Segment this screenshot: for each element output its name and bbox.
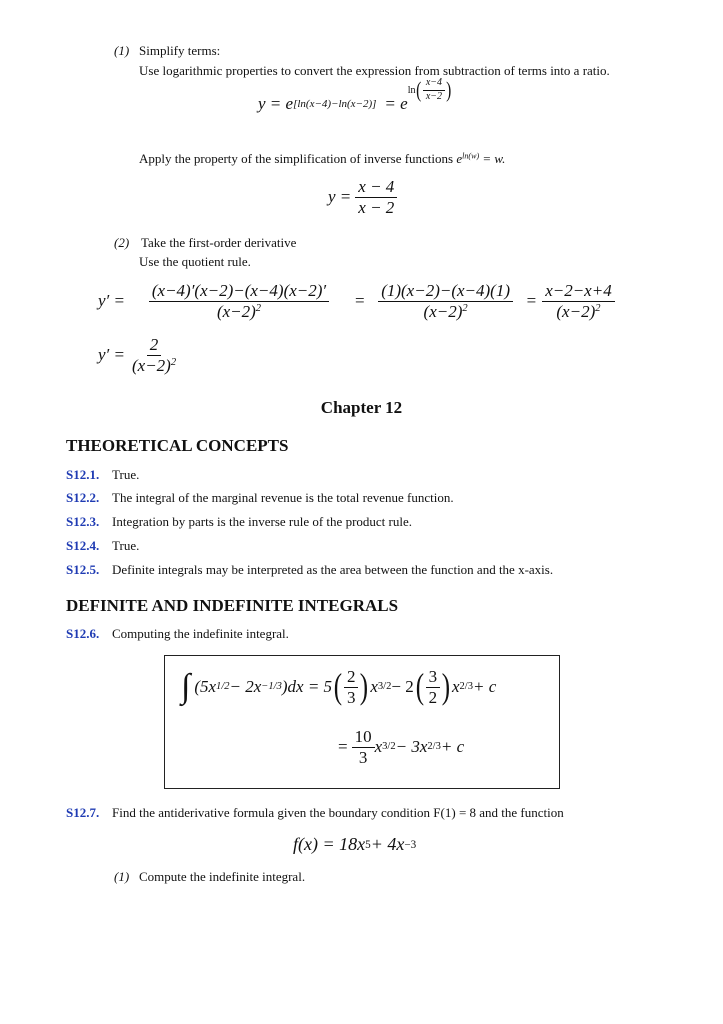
step1-equation-1: y = e [ln(x−4)−ln(x−2)] = e ln ( $\frac{x-4}{x-2}$ ) bbox=[258, 77, 452, 113]
integral-line-2: = $\frac{10}{3}$ x 3/2 − 3x 2/3 + c bbox=[338, 727, 465, 767]
list-item-text: Find the antiderivative formula given the boundary condition F(1) = 8 and the function bbox=[112, 805, 564, 820]
eq-ln-fraction: $\frac{x-4}{x-2}$ bbox=[423, 78, 445, 102]
fraction-3-2: $\frac{3}{2}$ bbox=[426, 668, 441, 707]
eq-ln-exponent: ln ( $\frac{x-4}{x-2}$ ) bbox=[407, 77, 452, 102]
list-item: S12.5. bbox=[66, 562, 100, 577]
property-text: Apply the property of the simplification of inverse functions $e^{ln(w)} = w$. bbox=[139, 151, 506, 166]
step2-number: (2) bbox=[114, 235, 130, 250]
integral-icon: ∫ bbox=[181, 668, 191, 706]
list-item-text: Definite integrals may be interpreted as the area between the function and the x-axis. bbox=[112, 562, 554, 577]
fraction-2-3: $\frac{2}{3}$ bbox=[344, 668, 359, 707]
section-heading-theoretical: THEORETICAL CONCEPTS bbox=[66, 436, 289, 455]
list-item: S12.6. bbox=[66, 626, 100, 641]
integral-line-1: ∫ (5x 1/2 − 2x −1/3 )dx = 5 ( $\frac{2}{3}$ ) x 3/2 − 2 ( $\frac{3}{2}$ ) x 2/3 + c bbox=[181, 666, 497, 707]
quotient-fraction-1: $\frac{(x-4)'(x-2)-(x-4)(x-2)'}{(x-2)^2}$ bbox=[129, 282, 349, 321]
list-item: S12.2. bbox=[66, 490, 100, 505]
list-item-text: True. bbox=[112, 538, 140, 553]
list-item: S12.7. bbox=[66, 805, 100, 820]
list-item: S12.3. bbox=[66, 514, 100, 529]
quotient-rule-equation: y′ = $\frac{(x-4)'(x-2)-(x-4)(x-2)'}{(x-2)^2}$ = $\frac{(1)(x-2)-(x-4)(1)}{(x-2)^2}$ = $\frac{x-2-x+4}{(x-2)^2}$ bbox=[98, 282, 615, 321]
step-next-text: Compute the indefinite integral. bbox=[139, 869, 306, 884]
step2-title: Take the first-order derivative bbox=[141, 235, 297, 250]
derivative-fraction: $\frac{2}{(x-2)^2}$ bbox=[132, 335, 177, 375]
step1-equation-2: y = $\frac{x - 4}{x - 2}$ bbox=[328, 178, 397, 217]
list-item-text: True. bbox=[112, 467, 140, 482]
step1-instruction: Use logarithmic properties to convert the expression from subtraction of terms into a ratio. bbox=[139, 63, 610, 78]
list-item-text: The integral of the marginal revenue is the total revenue function. bbox=[112, 490, 454, 505]
function-definition: f(x) = 18x 5 + 4x −3 bbox=[293, 834, 417, 854]
list-item-text: Integration by parts is the inverse rule of the product rule. bbox=[112, 514, 412, 529]
eq2-fraction: $\frac{x - 4}{x - 2}$ bbox=[355, 178, 397, 217]
step2-instruction: Use the quotient rule. bbox=[139, 254, 251, 269]
quotient-fraction-2: $\frac{(1)(x-2)-(x-4)(1)}{(x-2)^2}$ bbox=[371, 282, 521, 321]
derivative-result: y′ = $\frac{2}{(x-2)^2}$ bbox=[98, 336, 179, 375]
step-next-number: (1) bbox=[114, 869, 130, 884]
section-heading-integrals: DEFINITE AND INDEFINITE INTEGRALS bbox=[66, 596, 399, 615]
quotient-fraction-3: $\frac{x-2-x+4}{(x-2)^2}$ bbox=[542, 282, 615, 321]
list-item: S12.4. bbox=[66, 538, 100, 553]
step1-number: (1) bbox=[114, 43, 130, 58]
fraction-10-3: $\frac{10}{3}$ bbox=[352, 728, 375, 767]
integral-box bbox=[164, 655, 560, 789]
list-item-text: Computing the indefinite integral. bbox=[112, 626, 289, 641]
list-item: S12.1. bbox=[66, 467, 100, 482]
eq-mid: = e bbox=[384, 94, 408, 113]
chapter-title: Chapter 12 bbox=[320, 398, 403, 417]
step1-title: Simplify terms: bbox=[139, 43, 221, 58]
eq-lhs: y = e bbox=[258, 94, 294, 113]
